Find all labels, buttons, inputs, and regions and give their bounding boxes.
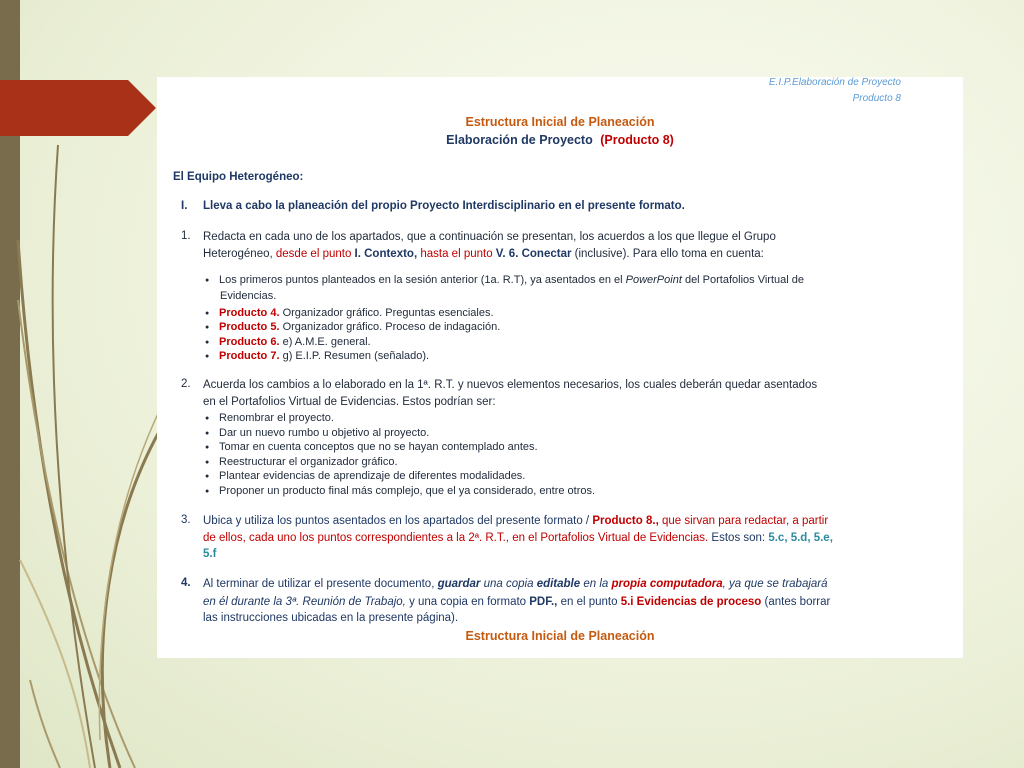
roman-number: I.: [181, 200, 188, 212]
text-segment: propia computadora: [611, 578, 723, 590]
text-segment: una copia: [480, 578, 537, 590]
item-4-number: 4.: [181, 577, 191, 589]
list-item: ● Reestructurar el organizador gráfico.: [219, 456, 398, 468]
item-2-line-1: Acuerda los cambios a lo elaborado en la 1ª. R.T. y nuevos elementos necesarios, los cuales deberán quedar asentados: [203, 379, 818, 391]
text-segment: que sirvan para redactar, a partir: [658, 515, 829, 527]
text-segment: PDF.,: [529, 596, 558, 608]
list-item: ● Tomar en cuenta conceptos que no se hayan contemplado antes.: [219, 441, 538, 453]
roman-text: Lleva a cabo la planeación del propio Proyecto Interdisciplinario en el presente formato.: [203, 200, 685, 212]
item-3-line-1: [203, 514, 828, 529]
item-3-line-3: 5.f: [203, 548, 217, 560]
text-segment: hasta el punto: [420, 248, 493, 260]
text-segment: Producto 6.: [219, 336, 280, 348]
red-arrow-marker: [0, 80, 156, 136]
text-segment: editable: [536, 578, 581, 590]
list-item: [219, 336, 371, 348]
text-segment: en él durante la 3ª. Reunión de Trabajo,: [203, 596, 406, 608]
text-segment: guardar: [437, 578, 481, 590]
item-4-line-3: las instrucciones ubicadas en la presente página).: [203, 612, 459, 624]
text-segment: 5.i Evidencias de proceso: [620, 596, 762, 608]
text-segment: Producto 4.: [219, 307, 280, 319]
item-1-line-2: [203, 247, 764, 262]
text-segment: (antes borrar: [761, 596, 831, 608]
text-segment: V. 6. Conectar: [492, 248, 572, 260]
document-title: Estructura Inicial de Planeación: [465, 115, 655, 129]
text-segment: Organizador gráfico. Preguntas esenciales.: [279, 307, 494, 319]
item-4-line-2: [203, 595, 830, 610]
document-page: [157, 77, 963, 658]
item-2-number: 2.: [181, 378, 191, 390]
text-segment: de ellos, cada uno los puntos correspondientes a la 2ª. R.T., en el Portafolios Virtual de Evidencias.: [203, 532, 709, 544]
text-segment: , ya que se trabajará: [722, 578, 828, 590]
text-segment: e) A.M.E. general.: [279, 336, 371, 348]
item-3-number: 3.: [181, 514, 191, 526]
text-segment: y una copia en formato: [405, 596, 530, 608]
item-1-number: 1.: [181, 230, 191, 242]
text-segment: (inclusive). Para ello toma en cuenta:: [571, 248, 764, 260]
text-segment: en el punto: [557, 596, 621, 608]
item-3-line-2: [203, 531, 833, 546]
subtitle-main: Elaboración de Proyecto: [446, 133, 593, 147]
text-segment: Heterogéneo,: [203, 248, 276, 260]
text-segment: Producto 7.: [219, 350, 280, 362]
text-segment: en la: [580, 578, 612, 590]
text-segment: Estos son:: [708, 532, 769, 544]
item-1-line-1: Redacta en cada uno de los apartados, que a continuación se presentan, los acuerdos a los que llegue el Grupo: [203, 231, 776, 243]
list-item: [219, 321, 500, 333]
team-heading: El Equipo Heterogéneo:: [173, 171, 304, 183]
list-item-continuation: Evidencias.: [220, 290, 277, 302]
text-segment: Producto 8.,: [592, 515, 659, 527]
text-segment: Organizador gráfico. Proceso de indagación.: [279, 321, 501, 333]
text-segment: Al terminar de utilizar el presente documento,: [203, 578, 438, 590]
text-segment: desde el punto: [275, 248, 352, 260]
text-segment: Los primeros puntos planteados en la sesión anterior (1a. R.T), ya asentados en el: [219, 274, 626, 286]
text-segment: PowerPoint: [625, 274, 682, 286]
list-item: [219, 350, 429, 362]
list-item: [219, 274, 804, 286]
list-item: ● Plantear evidencias de aprendizaje de diferentes modalidades.: [219, 470, 525, 482]
footer-title: Estructura Inicial de Planeación: [465, 629, 655, 643]
text-segment: 5.c, 5.d, 5.e,: [768, 532, 833, 544]
list-item: [219, 307, 494, 319]
list-item: ● Renombrar el proyecto.: [219, 412, 334, 424]
list-item: ● Proponer un producto final más complejo, que el ya considerado, entre otros.: [219, 485, 595, 497]
list-item: ● Dar un nuevo rumbo u objetivo al proyecto.: [219, 427, 429, 439]
item-4-line-1: [203, 577, 828, 592]
text-segment: I. Contexto,: [351, 248, 421, 260]
document-subtitle: [157, 133, 963, 147]
item-2-line-2: en el Portafolios Virtual de Evidencias. Estos podrían ser:: [203, 396, 496, 408]
text-segment: Producto 5.: [219, 321, 280, 333]
text-segment: Ubica y utiliza los puntos asentados en los apartados del presente formato /: [203, 515, 593, 527]
text-segment: del Portafolios Virtual de: [681, 274, 804, 286]
subtitle-product: (Producto 8): [600, 133, 674, 147]
header-line-1: E.I.P.Elaboración de Proyecto: [768, 77, 901, 88]
text-segment: g) E.I.P. Resumen (señalado).: [279, 350, 430, 362]
header-line-2: Producto 8: [852, 93, 901, 104]
